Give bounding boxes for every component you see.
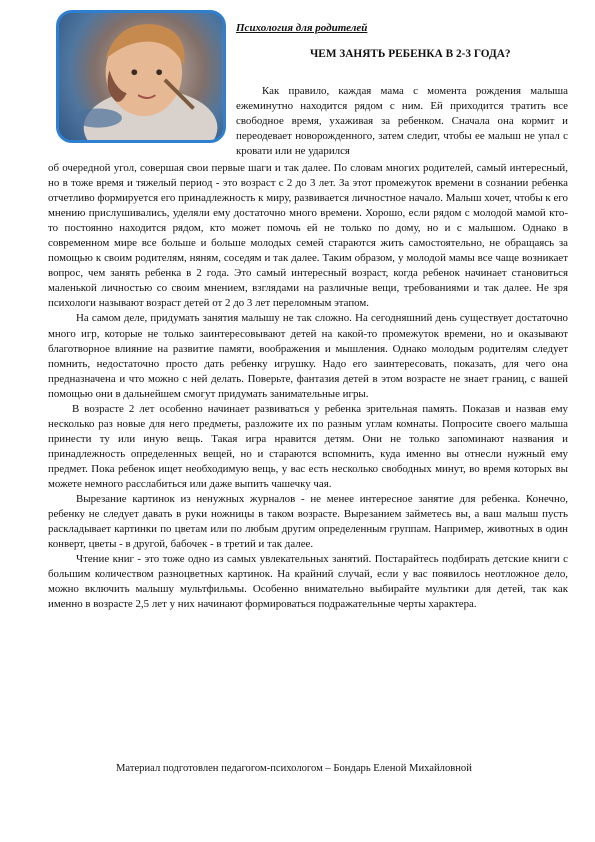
- article-body: [48, 161, 568, 612]
- child-painting-illustration: [59, 13, 223, 140]
- intro-paragraph: [236, 84, 568, 159]
- paragraph-2: На самом деле, придумать занятия малышу не так сложно. На сегодняшний день существует достаточно много игр, которые не только заинтересовывают детей на какой-то промежуток времени, но и оказывают благотворное влияние на развитие памяти, воображения и мышления. Однако молодым родителям следует помнить, недостаточно просто дать ребенку игрушку. Надо его заинтересовать, показать, для чего она предназначена и что можно с ней делать. Поверьте, фантазия детей в этом возрасте не знает границ, с вашей помощью они в дальнейшем смогут придумать занимательные игры.: [48, 312, 568, 400]
- author-credit: Материал подготовлен педагогом-психологом – Бондарь Еленой Михайловной: [116, 763, 472, 774]
- child-photo: [56, 10, 226, 143]
- paragraph-4: Вырезание картинок из ненужных журналов - не менее интересное занятие для ребенка. Конечно, ребенку не следует давать в руки ножницы в таком возрасте. Вырезанием займетесь вы, а ваш малыш пусть раскладывает картинки по цветам или по любым другим определенным группам. Например, животных в один конверт, цветы - в другой, бабочек - в третий и так далее.: [48, 493, 568, 551]
- paragraph-3: В возрасте 2 лет особенно начинает развиваться у ребенка зрительная память. Показав и назвав ему несколько раз новые для него предметы, разложите их по разным углам комнаты. Попросите своего малыша принести ту или иную вещь. Такая игра нравится детям. Они не только запоминают названия и принадлежность определенных вещей, но и стараются вспомнить, куда именно вы отнесли нужный ему предмет. Пока ребенок ищет необходимую вещь, у вас есть несколько свободных минут, во время которых вы можете немного расслабиться или даже выпить чашечку чая.: [48, 402, 568, 490]
- article-title: ЧЕМ ЗАНЯТЬ РЕБЕНКА В 2-3 ГОДА?: [310, 48, 511, 60]
- intro-text: Как правило, каждая мама с момента рождения малыша ежеминутно находится рядом с ним. Ей приходится тратить все свободное время, ухаживая за ребенком. Сначала она кормит и переодевает новорожденного, затем следит, чтобы ее малыш не упал с кровати или не ударился: [236, 85, 568, 158]
- paragraph-5: Чтение книг - это тоже одно из самых увлекательных занятий. Постарайтесь подбирать детские книги с большим количеством разноцветных картинок. На крайний случай, если у вас появилось неотложное дело, можно включить малышу мультфильмы. Особенно внимательно выбирайте мультики для детей, так как именно в возрасте 2,5 лет у них начинают формироваться подражательные черты характера.: [48, 553, 568, 611]
- paragraph-1: об очередной угол, совершая свои первые шаги и так далее. По словам многих родителей, самый интересный, но в тоже время и тяжелый период - это возраст с 2 до 3 лет. За этот промежуток времени в сознании ребенка отчетливо формируется его принадлежность к миру, развивается личностное начало. Малыш хочет, чтобы к его мнению прислушивались, уделяли ему достаточно много времени. Хорошо, если рядом с молодой мамой кто-то постоянно находится рядом, кто может помочь ей не только по дому, но и с малышом. Однако в современном мире все больше и больше молодых семей стараются жить самостоятельно, не обращаясь за помощью к своим родителям, няням, соседям и так далее. Таким образом, у молодой мамы все чаще возникает вопрос, чем занять ребенка в 2 года. Это самый интересный возраст, когда ребенок начинает становиться маленькой личностью со своим мнением, взглядами на различные вещи, требованиями и так далее. Не зря психологи называют возраст детей от 2 до 3 лет переломным этапом.: [48, 162, 568, 310]
- section-title: Психология для родителей: [236, 22, 368, 34]
